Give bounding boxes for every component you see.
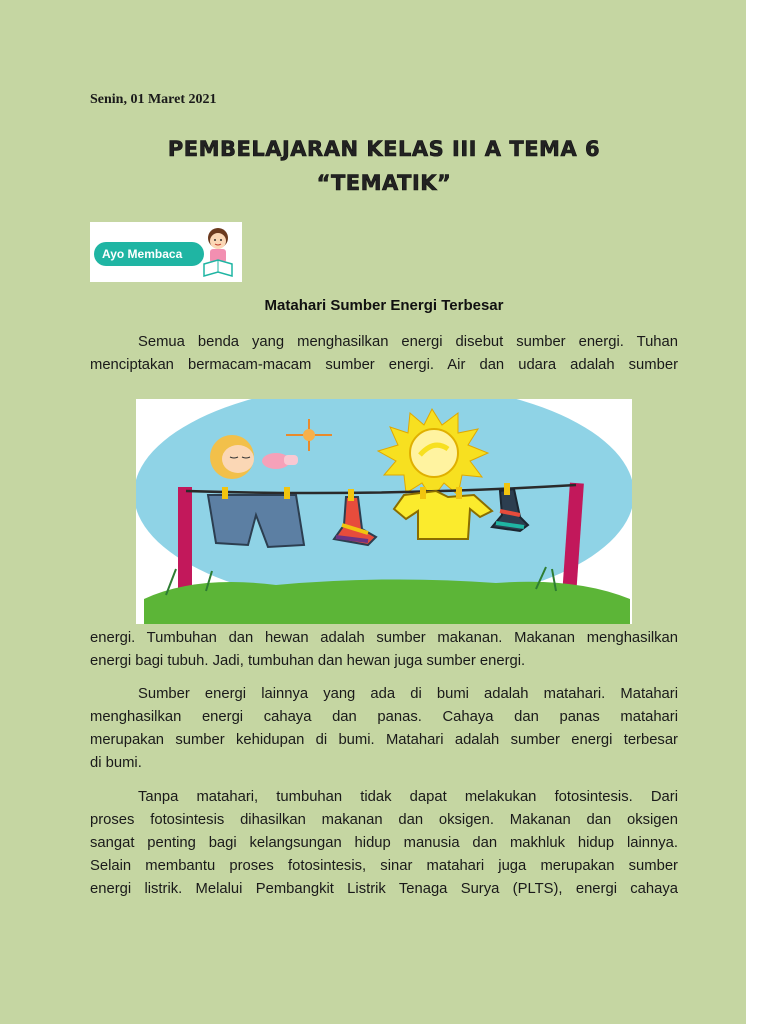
grass	[144, 579, 630, 624]
paragraph-line: menciptakan bermacam-macam sumber energi. Air dan udara adalah sumber	[90, 357, 678, 373]
sun-clothesline-illustration	[136, 399, 632, 624]
paragraph-1	[90, 331, 678, 377]
paragraph-line: menghasilkan energi cahaya dan panas. Cahaya dan panas matahari	[90, 709, 678, 725]
reading-subtitle: Matahari Sumber Energi Terbesar	[264, 297, 504, 314]
reading-girl-icon	[200, 224, 240, 282]
paragraph-line: energi. Tumbuhan dan hewan adalah sumber makanan. Makanan menghasilkan	[90, 630, 678, 646]
paragraph-line: Tanpa matahari, tumbuhan tidak dapat melakukan fotosintesis. Dari	[138, 789, 678, 805]
paragraph-2	[90, 627, 678, 673]
date-heading: Senin, 01 Maret 2021	[90, 92, 217, 107]
paragraph-line: di bumi.	[90, 755, 142, 771]
badge-label: Ayo Membaca	[94, 242, 204, 266]
paragraph-line: merupakan sumber kehidupan di bumi. Matahari adalah sumber energi terbesar	[90, 732, 678, 748]
paragraph-line: sangat penting bagi kelangsungan hidup manusia dan makhluk hidup lainnya.	[90, 835, 678, 851]
lesson-title	[0, 132, 768, 200]
title-line-1: PEMBELAJARAN KELAS III A TEMA 6	[167, 137, 601, 161]
paragraph-line: proses fotosintesis dihasilkan makanan dan oksigen. Makanan dan oksigen	[90, 812, 678, 828]
title-line-2: “TEMATIK”	[316, 171, 452, 195]
paragraph-4	[90, 786, 678, 901]
paragraph-line: Sumber energi lainnya yang ada di bumi adalah matahari. Matahari	[138, 686, 678, 702]
paragraph-line: energi bagi tubuh. Jadi, tumbuhan dan hewan juga sumber energi.	[90, 653, 526, 669]
paragraph-line: Semua benda yang menghasilkan energi disebut sumber energi. Tuhan	[138, 334, 678, 350]
ayo-membaca-badge	[90, 222, 242, 282]
paragraph-line: energi listrik. Melalui Pembangkit Listrik Tenaga Surya (PLTS), energi cahaya	[90, 881, 678, 897]
paragraph-3	[90, 683, 678, 775]
left-pole	[178, 487, 192, 597]
paragraph-line: Selain membantu proses fotosintesis, sinar matahari juga merupakan sumber	[90, 858, 678, 874]
clothesline-scene	[136, 399, 632, 624]
